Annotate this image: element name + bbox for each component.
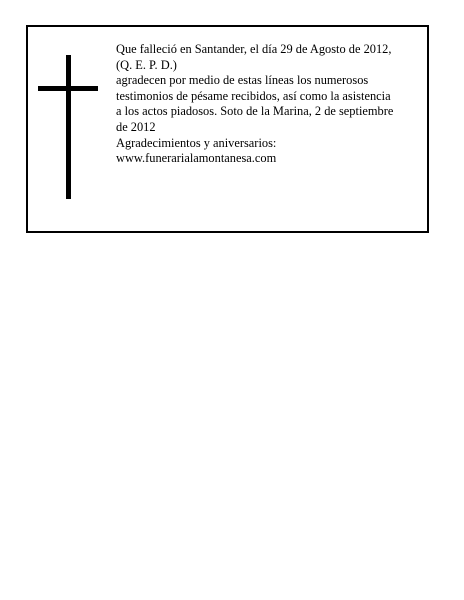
notice-line-qepd: (Q. E. P. D.) <box>116 57 177 72</box>
cross-icon <box>38 55 98 199</box>
notice-line-services-label: Agradecimientos y aniversarios: <box>116 135 277 150</box>
obituary-notice <box>26 25 429 233</box>
notice-line-year: de 2012 <box>116 119 156 134</box>
notice-text <box>116 42 424 167</box>
cross-vertical-bar <box>66 55 71 199</box>
notice-line-gratitude: agradecen por medio de estas líneas los numerosos <box>116 73 369 88</box>
notice-line-website: www.funerarialamontanesa.com <box>116 151 277 166</box>
cross-horizontal-bar <box>38 86 98 91</box>
notice-line-condolences: testimonios de pésame recibidos, así como la asistencia <box>116 88 391 103</box>
notice-line-ceremony: a los actos piadosos. Soto de la Marina, 2 de septiembre <box>116 104 394 119</box>
notice-line-death-info: Que falleció en Santander, el día 29 de Agosto de 2012, <box>116 42 392 56</box>
